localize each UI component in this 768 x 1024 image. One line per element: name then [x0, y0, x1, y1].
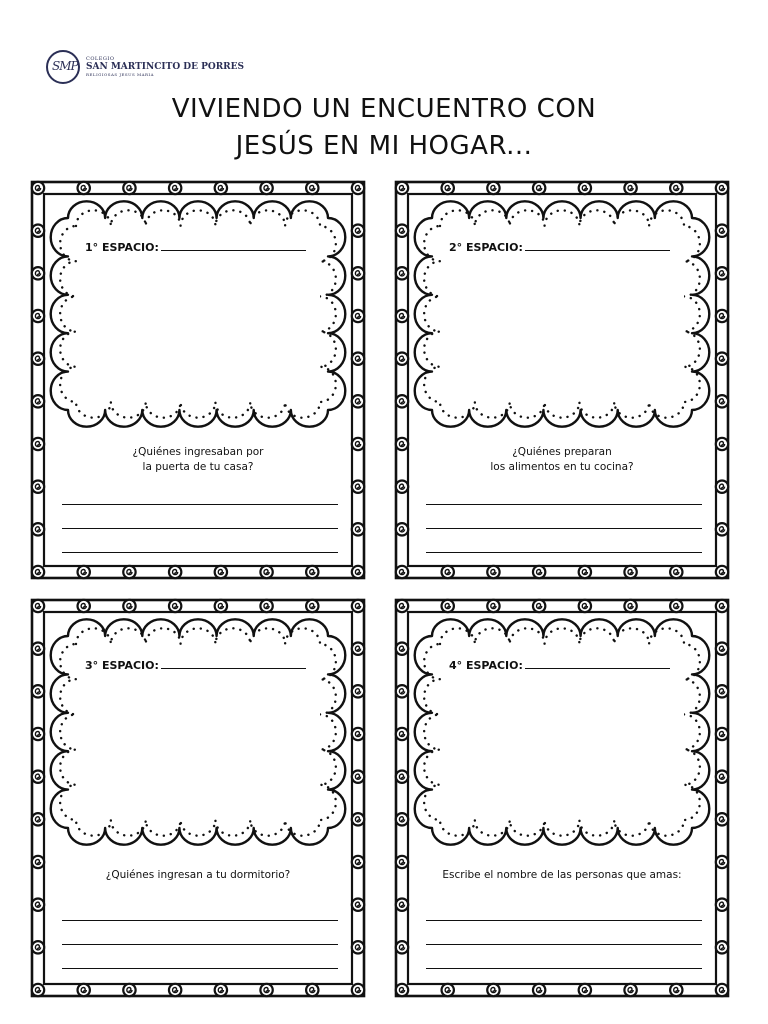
card-question: ¿Quiénes ingresaban por la puerta de tu casa? — [132, 446, 264, 473]
answer-line[interactable] — [62, 944, 338, 945]
answer-line[interactable] — [62, 528, 338, 529]
worksheet-card-4 — [394, 598, 730, 998]
answer-line[interactable] — [62, 920, 338, 921]
page-title-line-1: VIVIENDO UN ENCUENTRO CON — [171, 94, 597, 124]
decorative-frame — [30, 180, 366, 580]
card-question: Escribe el nombre de las personas que amas: — [442, 869, 682, 881]
worksheet-card-3 — [30, 598, 366, 998]
school-name: SAN MARTINCITO DE PORRES — [86, 62, 245, 72]
answer-line[interactable] — [62, 968, 338, 969]
school-tagline: RELIGIOSAS JESUS MARIA — [86, 72, 154, 77]
answer-line[interactable] — [426, 920, 702, 921]
logo-seal — [46, 50, 80, 84]
decorative-frame — [394, 598, 730, 998]
answer-line[interactable] — [426, 944, 702, 945]
logo-monogram: SMP — [52, 59, 78, 73]
worksheet-card-2 — [394, 180, 730, 580]
card-question: ¿Quiénes ingresan a tu dormitorio? — [105, 869, 291, 881]
answer-line[interactable] — [426, 528, 702, 529]
logo-text — [86, 56, 244, 78]
card-question: ¿Quiénes preparan los alimentos en tu cocina? — [490, 446, 634, 473]
answer-line[interactable] — [426, 504, 702, 505]
space-label — [449, 241, 670, 254]
decorative-frame — [394, 180, 730, 580]
answer-line[interactable] — [62, 504, 338, 505]
school-logo — [46, 50, 245, 94]
space-name-line[interactable] — [161, 667, 306, 669]
answer-line[interactable] — [426, 968, 702, 969]
space-name-line[interactable] — [525, 249, 670, 251]
space-name-line[interactable] — [161, 249, 306, 251]
logo-label: COLEGIO — [86, 56, 115, 62]
answer-line[interactable] — [426, 552, 702, 553]
decorative-frame — [30, 598, 366, 998]
worksheet-card-1 — [30, 180, 366, 580]
space-name-line[interactable] — [525, 667, 670, 669]
space-label-text: 4° ESPACIO: — [449, 659, 523, 672]
page-title-line-2: JESÚS EN MI HOGAR... — [235, 131, 533, 161]
answer-line[interactable] — [62, 552, 338, 553]
space-label-text: 3° ESPACIO: — [85, 659, 159, 672]
space-label-text: 2° ESPACIO: — [449, 241, 523, 254]
space-label — [449, 659, 670, 672]
space-label — [85, 241, 306, 254]
space-label — [85, 659, 306, 672]
space-label-text: 1° ESPACIO: — [85, 241, 159, 254]
